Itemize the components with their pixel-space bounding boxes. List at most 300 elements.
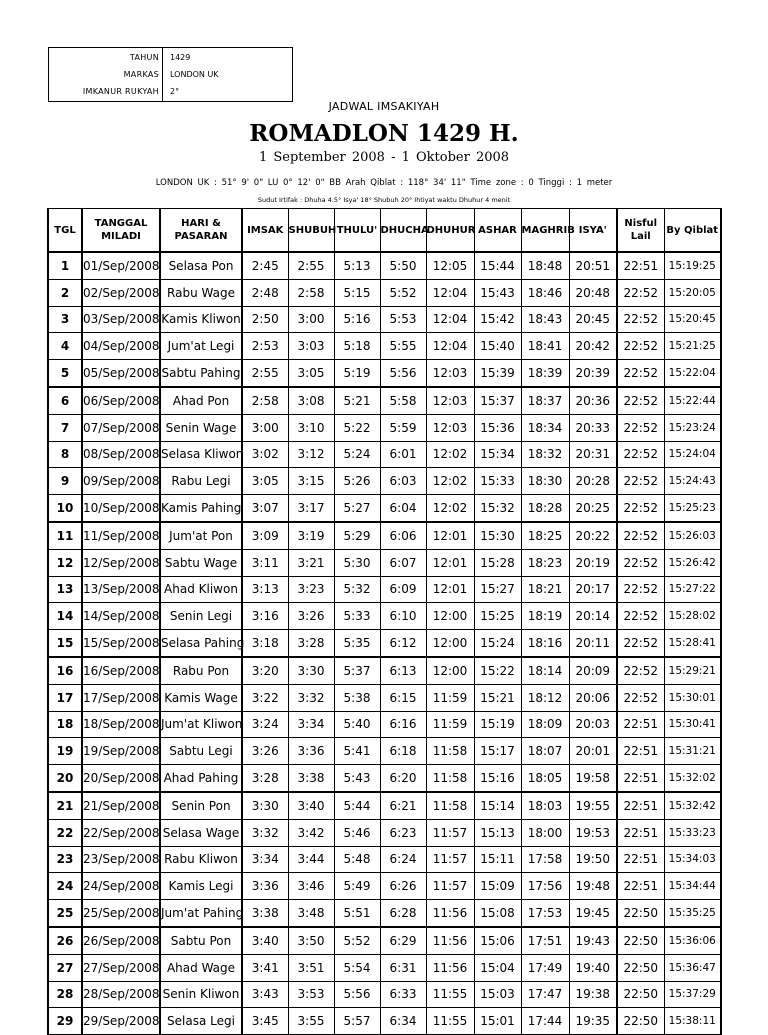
maghrib-time-cell: 17:58 [521,846,569,873]
shubuh-time-cell: 3:17 [288,495,334,522]
isya-time-cell: 20:51 [569,252,617,279]
table-row [48,657,721,684]
imsak-time-cell: 3:28 [242,765,288,792]
nisful-lail-time-cell: 22:51 [617,846,664,873]
maghrib-time-cell: 18:41 [521,333,569,360]
date-miladi-cell: 28/Sep/2008 [82,981,160,1008]
ashar-time-cell: 15:06 [474,927,521,954]
date-miladi-cell: 07/Sep/2008 [82,414,160,441]
dhucha-time-cell: 5:50 [380,252,426,279]
shubuh-time-cell: 3:50 [288,927,334,954]
day-number-cell: 27 [48,954,82,981]
table-row [48,252,721,279]
date-miladi-cell: 25/Sep/2008 [82,900,160,927]
shubuh-time-cell: 3:42 [288,819,334,846]
isya-time-cell: 20:17 [569,576,617,603]
nisful-lail-time-cell: 22:50 [617,981,664,1008]
nisful-lail-time-cell: 22:52 [617,576,664,603]
isya-time-cell: 20:11 [569,630,617,657]
isya-time-cell: 19:43 [569,927,617,954]
dhucha-time-cell: 6:04 [380,495,426,522]
thuluk-time-cell: 5:35 [334,630,380,657]
isya-time-cell: 20:09 [569,657,617,684]
maghrib-time-cell: 18:19 [521,603,569,630]
imsak-time-cell: 3:43 [242,981,288,1008]
dhuhur-time-cell: 12:01 [426,549,474,576]
info-value: 1429 [170,53,191,62]
qiblat-time-cell: 15:29:21 [664,657,721,684]
ashar-time-cell: 15:08 [474,900,521,927]
ashar-time-cell: 15:03 [474,981,521,1008]
imsak-time-cell: 3:05 [242,468,288,495]
imsak-time-cell: 3:16 [242,603,288,630]
qiblat-time-cell: 15:21:25 [664,333,721,360]
shubuh-time-cell: 2:58 [288,279,334,306]
date-miladi-cell: 17/Sep/2008 [82,684,160,711]
maghrib-time-cell: 18:28 [521,495,569,522]
dhuhur-time-cell: 12:00 [426,657,474,684]
dhuhur-time-cell: 12:02 [426,468,474,495]
qiblat-time-cell: 15:36:06 [664,927,721,954]
thuluk-time-cell: 5:15 [334,279,380,306]
table-row [48,333,721,360]
shubuh-time-cell: 3:44 [288,846,334,873]
qiblat-time-cell: 15:24:04 [664,441,721,468]
isya-time-cell: 19:40 [569,954,617,981]
dhucha-time-cell: 6:29 [380,927,426,954]
dhuhur-time-cell: 12:04 [426,333,474,360]
nisful-lail-time-cell: 22:51 [617,738,664,765]
nisful-lail-time-cell: 22:51 [617,873,664,900]
isya-time-cell: 20:45 [569,306,617,333]
dhucha-time-cell: 6:12 [380,630,426,657]
date-miladi-cell: 05/Sep/2008 [82,360,160,387]
table-row [48,279,721,306]
imsak-time-cell: 3:41 [242,954,288,981]
maghrib-time-cell: 18:09 [521,711,569,738]
dhucha-time-cell: 6:20 [380,765,426,792]
date-miladi-cell: 08/Sep/2008 [82,441,160,468]
qiblat-time-cell: 15:33:23 [664,819,721,846]
nisful-lail-time-cell: 22:51 [617,819,664,846]
table-row [48,684,721,711]
qiblat-time-cell: 15:20:05 [664,279,721,306]
dhucha-time-cell: 6:18 [380,738,426,765]
day-pasaran-cell: Selasa Pahing [160,630,242,657]
column-header: TGL [48,209,82,253]
nisful-lail-time-cell: 22:50 [617,954,664,981]
shubuh-time-cell: 3:46 [288,873,334,900]
day-pasaran-cell: Sabtu Wage [160,549,242,576]
day-pasaran-cell: Jum'at Pahing [160,900,242,927]
thuluk-time-cell: 5:22 [334,414,380,441]
dhuhur-time-cell: 12:03 [426,360,474,387]
thuluk-time-cell: 5:52 [334,927,380,954]
column-header: By Qiblat [664,209,721,253]
thuluk-time-cell: 5:30 [334,549,380,576]
ashar-time-cell: 15:04 [474,954,521,981]
dhucha-time-cell: 6:21 [380,792,426,819]
isya-time-cell: 20:25 [569,495,617,522]
table-row [48,414,721,441]
shubuh-time-cell: 3:53 [288,981,334,1008]
isya-time-cell: 19:35 [569,1008,617,1035]
day-pasaran-cell: Ahad Kliwon [160,576,242,603]
qiblat-time-cell: 15:19:25 [664,252,721,279]
day-pasaran-cell: Ahad Pahing [160,765,242,792]
shubuh-time-cell: 3:10 [288,414,334,441]
thuluk-time-cell: 5:24 [334,441,380,468]
maghrib-time-cell: 18:32 [521,441,569,468]
table-row [48,360,721,387]
day-pasaran-cell: Jum'at Kliwon [160,711,242,738]
imsak-time-cell: 3:24 [242,711,288,738]
ashar-time-cell: 15:30 [474,522,521,549]
thuluk-time-cell: 5:40 [334,711,380,738]
shubuh-time-cell: 3:21 [288,549,334,576]
day-pasaran-cell: Rabu Legi [160,468,242,495]
thuluk-time-cell: 5:38 [334,684,380,711]
qiblat-time-cell: 15:22:44 [664,387,721,414]
imsak-time-cell: 2:55 [242,360,288,387]
date-miladi-cell: 19/Sep/2008 [82,738,160,765]
qiblat-time-cell: 15:28:02 [664,603,721,630]
shubuh-time-cell: 3:08 [288,387,334,414]
isya-time-cell: 19:53 [569,819,617,846]
maghrib-time-cell: 18:46 [521,279,569,306]
date-miladi-cell: 02/Sep/2008 [82,279,160,306]
date-miladi-cell: 26/Sep/2008 [82,927,160,954]
ashar-time-cell: 15:32 [474,495,521,522]
shubuh-time-cell: 3:55 [288,1008,334,1035]
document-title: ROMADLON 1429 H. [249,120,519,147]
isya-time-cell: 20:31 [569,441,617,468]
day-pasaran-cell: Jum'at Legi [160,333,242,360]
shubuh-time-cell: 3:48 [288,900,334,927]
maghrib-time-cell: 18:03 [521,792,569,819]
thuluk-time-cell: 5:18 [334,333,380,360]
qiblat-time-cell: 15:32:02 [664,765,721,792]
day-number-cell: 9 [48,468,82,495]
shubuh-time-cell: 3:05 [288,360,334,387]
ashar-time-cell: 15:33 [474,468,521,495]
imsak-time-cell: 2:45 [242,252,288,279]
maghrib-time-cell: 17:53 [521,900,569,927]
imsak-time-cell: 2:58 [242,387,288,414]
dhucha-time-cell: 6:34 [380,1008,426,1035]
dhuhur-time-cell: 12:04 [426,306,474,333]
date-miladi-cell: 22/Sep/2008 [82,819,160,846]
isya-time-cell: 20:33 [569,414,617,441]
imsak-time-cell: 3:20 [242,657,288,684]
nisful-lail-time-cell: 22:52 [617,306,664,333]
header-info-box [48,47,293,102]
day-number-cell: 24 [48,873,82,900]
shubuh-time-cell: 3:38 [288,765,334,792]
dhucha-time-cell: 5:55 [380,333,426,360]
schedule-table [47,208,722,1035]
thuluk-time-cell: 5:56 [334,981,380,1008]
location-line: LONDON UK : 51° 9' 0" LU 0° 12' 0" BB Arah Qiblat : 118° 34' 11" Time zone : 0 Tinggi : 1 meter [155,178,613,188]
dhuhur-time-cell: 11:58 [426,738,474,765]
dhuhur-time-cell: 12:00 [426,630,474,657]
table-row [48,549,721,576]
date-miladi-cell: 27/Sep/2008 [82,954,160,981]
table-row [48,765,721,792]
info-row-imkanur-rukyah [49,83,292,100]
day-number-cell: 28 [48,981,82,1008]
day-number-cell: 21 [48,792,82,819]
thuluk-time-cell: 5:51 [334,900,380,927]
qiblat-time-cell: 15:23:24 [664,414,721,441]
shubuh-time-cell: 3:03 [288,333,334,360]
nisful-lail-time-cell: 22:52 [617,414,664,441]
dhucha-time-cell: 6:31 [380,954,426,981]
thuluk-time-cell: 5:49 [334,873,380,900]
shubuh-time-cell: 3:36 [288,738,334,765]
imsak-time-cell: 2:48 [242,279,288,306]
info-value: 2° [170,87,180,96]
qiblat-time-cell: 15:26:03 [664,522,721,549]
nisful-lail-time-cell: 22:51 [617,765,664,792]
date-miladi-cell: 12/Sep/2008 [82,549,160,576]
dhuhur-time-cell: 11:59 [426,684,474,711]
shubuh-time-cell: 3:19 [288,522,334,549]
day-pasaran-cell: Rabu Wage [160,279,242,306]
ashar-time-cell: 15:40 [474,333,521,360]
column-header: TANGGAL MILADI [82,209,160,253]
maghrib-time-cell: 18:34 [521,414,569,441]
date-miladi-cell: 11/Sep/2008 [82,522,160,549]
date-miladi-cell: 03/Sep/2008 [82,306,160,333]
dhuhur-time-cell: 11:56 [426,927,474,954]
isya-time-cell: 20:48 [569,279,617,306]
column-header: SHUBUH [288,209,334,253]
table-row [48,522,721,549]
isya-time-cell: 20:22 [569,522,617,549]
isya-time-cell: 19:58 [569,765,617,792]
imsak-time-cell: 3:38 [242,900,288,927]
isya-time-cell: 20:19 [569,549,617,576]
day-number-cell: 25 [48,900,82,927]
dhuhur-time-cell: 11:57 [426,819,474,846]
day-pasaran-cell: Rabu Pon [160,657,242,684]
table-row [48,630,721,657]
dhuhur-time-cell: 12:02 [426,495,474,522]
dhucha-time-cell: 5:53 [380,306,426,333]
dhuhur-time-cell: 11:59 [426,711,474,738]
isya-time-cell: 20:28 [569,468,617,495]
maghrib-time-cell: 17:44 [521,1008,569,1035]
column-header: MAGHRIB [521,209,569,253]
maghrib-time-cell: 18:14 [521,657,569,684]
dhucha-time-cell: 6:13 [380,657,426,684]
qiblat-time-cell: 15:20:45 [664,306,721,333]
day-pasaran-cell: Ahad Pon [160,387,242,414]
maghrib-time-cell: 17:49 [521,954,569,981]
maghrib-time-cell: 17:51 [521,927,569,954]
imsak-time-cell: 3:02 [242,441,288,468]
ashar-time-cell: 15:21 [474,684,521,711]
day-pasaran-cell: Kamis Kliwon [160,306,242,333]
dhucha-time-cell: 6:26 [380,873,426,900]
imsak-time-cell: 3:09 [242,522,288,549]
ashar-time-cell: 15:25 [474,603,521,630]
date-miladi-cell: 23/Sep/2008 [82,846,160,873]
day-number-cell: 26 [48,927,82,954]
date-miladi-cell: 24/Sep/2008 [82,873,160,900]
dhucha-time-cell: 6:15 [380,684,426,711]
imsak-time-cell: 3:36 [242,873,288,900]
day-pasaran-cell: Selasa Kliwon [160,441,242,468]
nisful-lail-time-cell: 22:52 [617,279,664,306]
day-pasaran-cell: Senin Pon [160,792,242,819]
day-number-cell: 14 [48,603,82,630]
dhuhur-time-cell: 12:03 [426,414,474,441]
shubuh-time-cell: 3:23 [288,576,334,603]
date-miladi-cell: 01/Sep/2008 [82,252,160,279]
day-number-cell: 10 [48,495,82,522]
date-miladi-cell: 06/Sep/2008 [82,387,160,414]
date-miladi-cell: 20/Sep/2008 [82,765,160,792]
nisful-lail-time-cell: 22:51 [617,711,664,738]
maghrib-time-cell: 18:48 [521,252,569,279]
dhucha-time-cell: 6:03 [380,468,426,495]
maghrib-time-cell: 17:47 [521,981,569,1008]
qiblat-time-cell: 15:25:23 [664,495,721,522]
table-row [48,927,721,954]
ashar-time-cell: 15:39 [474,360,521,387]
isya-time-cell: 20:01 [569,738,617,765]
table-row [48,954,721,981]
qiblat-time-cell: 15:31:21 [664,738,721,765]
ashar-time-cell: 15:36 [474,414,521,441]
column-header: DHUCHA [380,209,426,253]
qiblat-time-cell: 15:38:11 [664,1008,721,1035]
nisful-lail-time-cell: 22:51 [617,252,664,279]
isya-time-cell: 20:36 [569,387,617,414]
nisful-lail-time-cell: 22:52 [617,603,664,630]
day-number-cell: 7 [48,414,82,441]
thuluk-time-cell: 5:27 [334,495,380,522]
qiblat-time-cell: 15:28:41 [664,630,721,657]
date-miladi-cell: 18/Sep/2008 [82,711,160,738]
table-row [48,981,721,1008]
qiblat-time-cell: 15:26:42 [664,549,721,576]
shubuh-time-cell: 3:51 [288,954,334,981]
ashar-time-cell: 15:43 [474,279,521,306]
isya-time-cell: 19:50 [569,846,617,873]
day-number-cell: 13 [48,576,82,603]
qiblat-time-cell: 15:34:03 [664,846,721,873]
nisful-lail-time-cell: 22:50 [617,1008,664,1035]
dhuhur-time-cell: 12:05 [426,252,474,279]
nisful-lail-time-cell: 22:52 [617,333,664,360]
ashar-time-cell: 15:19 [474,711,521,738]
dhucha-time-cell: 5:52 [380,279,426,306]
day-pasaran-cell: Jum'at Pon [160,522,242,549]
table-row [48,306,721,333]
thuluk-time-cell: 5:48 [334,846,380,873]
date-miladi-cell: 16/Sep/2008 [82,657,160,684]
ashar-time-cell: 15:37 [474,387,521,414]
ashar-time-cell: 15:17 [474,738,521,765]
date-range: 1 September 2008 - 1 Oktober 2008 [258,150,510,165]
nisful-lail-time-cell: 22:52 [617,522,664,549]
day-number-cell: 22 [48,819,82,846]
ashar-time-cell: 15:14 [474,792,521,819]
qiblat-time-cell: 15:30:01 [664,684,721,711]
table-row [48,441,721,468]
dhuhur-time-cell: 11:58 [426,765,474,792]
day-pasaran-cell: Selasa Pon [160,252,242,279]
isya-time-cell: 19:38 [569,981,617,1008]
day-pasaran-cell: Ahad Wage [160,954,242,981]
day-number-cell: 19 [48,738,82,765]
info-row-markas [49,66,292,83]
maghrib-time-cell: 18:07 [521,738,569,765]
ashar-time-cell: 15:42 [474,306,521,333]
day-pasaran-cell: Senin Legi [160,603,242,630]
thuluk-time-cell: 5:57 [334,1008,380,1035]
thuluk-time-cell: 5:33 [334,603,380,630]
shubuh-time-cell: 3:26 [288,603,334,630]
ashar-time-cell: 15:24 [474,630,521,657]
column-header: IMSAK [242,209,288,253]
imsak-time-cell: 3:30 [242,792,288,819]
shubuh-time-cell: 2:55 [288,252,334,279]
qiblat-time-cell: 15:27:22 [664,576,721,603]
imsak-time-cell: 3:45 [242,1008,288,1035]
day-number-cell: 6 [48,387,82,414]
nisful-lail-time-cell: 22:52 [617,495,664,522]
day-number-cell: 18 [48,711,82,738]
dhucha-time-cell: 5:56 [380,360,426,387]
day-number-cell: 5 [48,360,82,387]
maghrib-time-cell: 18:30 [521,468,569,495]
ashar-time-cell: 15:13 [474,819,521,846]
table-row [48,873,721,900]
nisful-lail-time-cell: 22:51 [617,792,664,819]
isya-time-cell: 19:55 [569,792,617,819]
nisful-lail-time-cell: 22:50 [617,927,664,954]
maghrib-time-cell: 18:25 [521,522,569,549]
day-number-cell: 17 [48,684,82,711]
day-pasaran-cell: Selasa Legi [160,1008,242,1035]
table-row [48,792,721,819]
imsak-time-cell: 3:22 [242,684,288,711]
day-number-cell: 23 [48,846,82,873]
dhucha-time-cell: 6:06 [380,522,426,549]
thuluk-time-cell: 5:13 [334,252,380,279]
table-row [48,387,721,414]
shubuh-time-cell: 3:15 [288,468,334,495]
imsak-time-cell: 3:32 [242,819,288,846]
day-pasaran-cell: Selasa Wage [160,819,242,846]
day-pasaran-cell: Sabtu Pon [160,927,242,954]
day-number-cell: 8 [48,441,82,468]
date-miladi-cell: 21/Sep/2008 [82,792,160,819]
isya-time-cell: 20:42 [569,333,617,360]
table-row [48,1008,721,1035]
day-number-cell: 16 [48,657,82,684]
dhuhur-time-cell: 11:55 [426,1008,474,1035]
info-label: MARKAS [123,70,159,79]
thuluk-time-cell: 5:46 [334,819,380,846]
info-label: TAHUN [129,53,159,62]
ashar-time-cell: 15:44 [474,252,521,279]
column-header: Nisful Lail [617,209,664,253]
